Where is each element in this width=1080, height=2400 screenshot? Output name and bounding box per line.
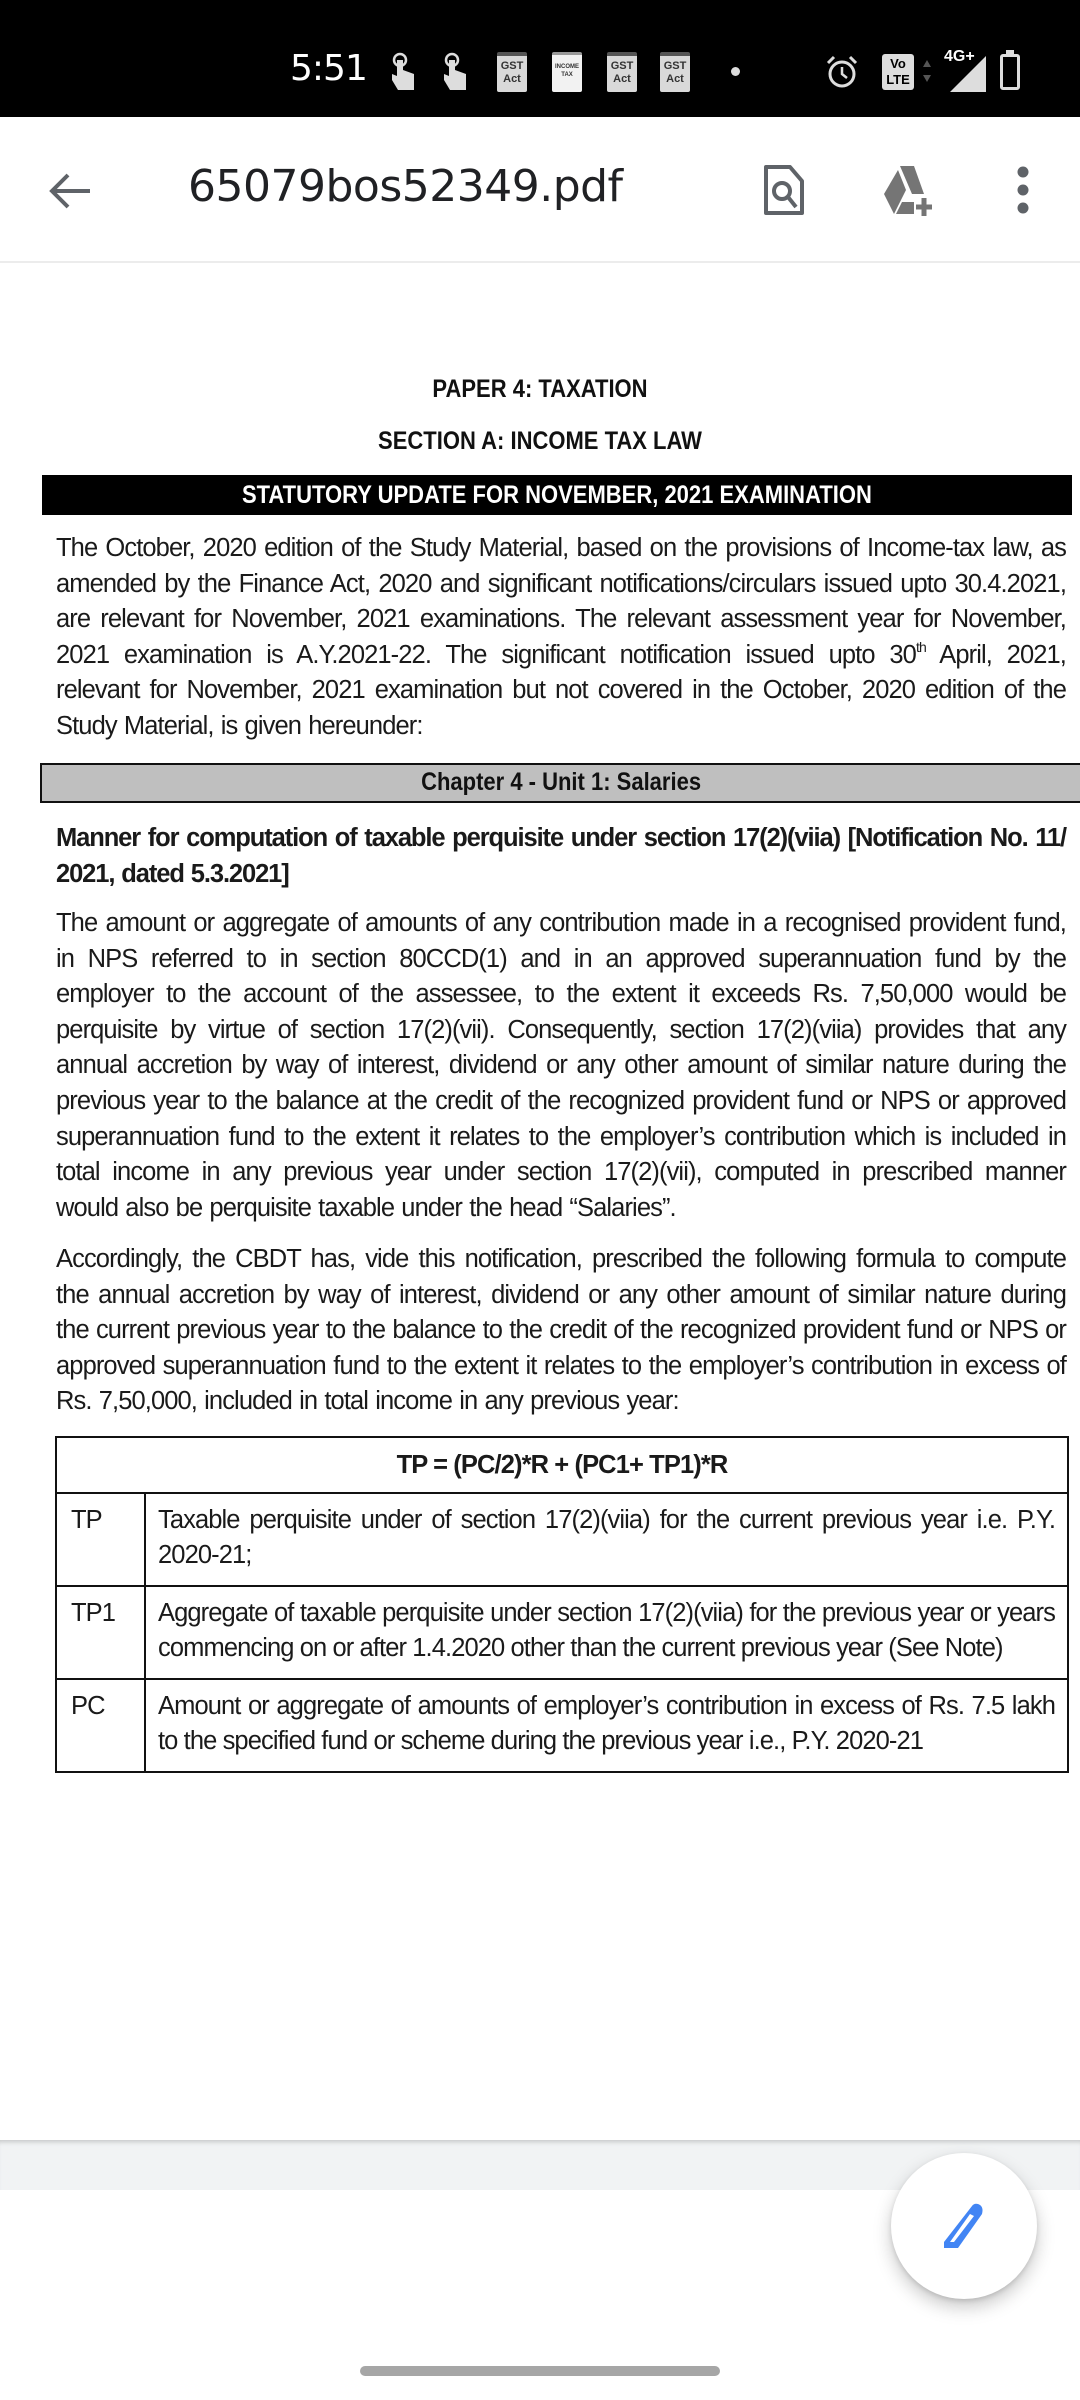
definition-cell: Aggregate of taxable perquisite under section 17(2)(viia) for the previous year or years commencing on or after 1.4.2020 other than the current previous year (See Note) (145, 1586, 1068, 1679)
alarm-icon (824, 54, 860, 90)
definition-cell: Taxable perquisite under of section 17(2)(viia) for the current previous year i.e. P.Y. 2020-21; (145, 1493, 1068, 1586)
back-button[interactable] (40, 161, 100, 221)
network-type: 4G+ (944, 48, 975, 65)
section-title: SECTION A: INCOME TAX LAW (378, 427, 702, 455)
topic-heading: Manner for computation of taxable perquisite under section 17(2)(viia) [Notification No. 11/ 2021, dated 5.3.2021] (56, 824, 1066, 888)
paragraph-1: The amount or aggregate of amounts of any contribution made in a recognised provident fund, in NPS referred to in section 80CCD(1) and in an approved superannuation fund by the employer to the account of the assessee, to the extent it exceeds Rs. 7,50,000 would be perquisite by virtue of section 17(2)(vii). Consequently, section 17(2)(viia) provides that any annual accretion by way of interest, dividend or any other amount of similar nature during the previous year to the balance at the credit of the recognized provident fund or NPS or approved superannuation fund to the extent it relates to the employer’s contribution which is included in total income in any previous year under section 17(2)(vii), computed in prescribed manner would also be perquisite taxable under the head “Salaries”. (56, 909, 1066, 1222)
gst-act-book-icon: GST Act (497, 52, 527, 92)
gst-act-book-icon: GST Act (607, 52, 637, 92)
term-cell: PC (56, 1679, 145, 1772)
paper-title: PAPER 4: TAXATION (432, 375, 648, 403)
add-to-drive-button[interactable] (875, 155, 945, 225)
definition-cell: Amount or aggregate of amounts of employer’s contribution in excess of Rs. 7.5 lakh to the specified fund or scheme during the previous year i.e., P.Y. 2020-21 (145, 1679, 1068, 1772)
income-tax-book-icon: INCOME TAX (552, 52, 582, 92)
status-bar (0, 0, 1080, 117)
more-vert-icon (1016, 166, 1030, 214)
more-options-button[interactable] (988, 155, 1058, 225)
pdf-page[interactable] (0, 263, 1080, 2140)
touch-icon (440, 52, 470, 92)
add-to-drive-icon (880, 164, 940, 216)
home-indicator[interactable] (360, 2366, 720, 2376)
app-bar (0, 117, 1080, 263)
edit-fab-button[interactable] (891, 2153, 1037, 2299)
formula-table (55, 1436, 1069, 1773)
chapter-heading: Chapter 4 - Unit 1: Salaries (40, 763, 1080, 803)
update-banner: STATUTORY UPDATE FOR NOVEMBER, 2021 EXAMINATION (42, 475, 1072, 515)
data-arrows-icon (922, 58, 932, 84)
signal-icon (950, 56, 986, 92)
paragraph-2: Accordingly, the CBDT has, vide this notification, prescribed the following formula to compute the annual accretion by way of interest, dividend or any other amount of similar nature during the current previous year to the balance to the credit of the recognized provident fund or NPS or approved superannuation fund to the extent it relates to the employer’s contribution in excess of Rs. 7,50,000, included in total income in any previous year: (56, 1245, 1066, 1416)
term-cell: TP1 (56, 1586, 145, 1679)
edit-pencil-icon (938, 2200, 990, 2252)
arrow-back-icon (48, 169, 92, 213)
find-in-document-button[interactable] (749, 155, 819, 225)
more-notifications-dot (731, 67, 740, 76)
find-in-document-icon (762, 163, 806, 217)
battery-icon (1000, 54, 1020, 90)
table-row (56, 1679, 1068, 1772)
gst-act-book-icon: GST Act (660, 52, 690, 92)
clock: 5:51 (290, 48, 367, 89)
formula: TP = (PC/2)*R + (PC1+ TP1)*R (56, 1437, 1068, 1493)
intro-paragraph: The October, 2020 edition of the Study Material, based on the provisions of Income-tax law, as amended by the Finance Act, 2020 and significant notifications/circulars issued upto 30.4.2021, are relevant for November, 2021 examinations. The relevant assessment year for November, 2021 examination is A.Y.2021-22. The significant notification issued upto 30th April, 2021, relevant for November, 2021 examination but not covered in the October, 2020 edition of the Study Material, is given hereunder: (56, 534, 1066, 740)
term-cell: TP (56, 1493, 145, 1586)
table-row (56, 1493, 1068, 1586)
file-title: 65079bos52349.pdf (188, 161, 623, 212)
touch-icon (388, 52, 418, 92)
volte-icon: Vo LTE (882, 54, 914, 90)
table-row (56, 1586, 1068, 1679)
